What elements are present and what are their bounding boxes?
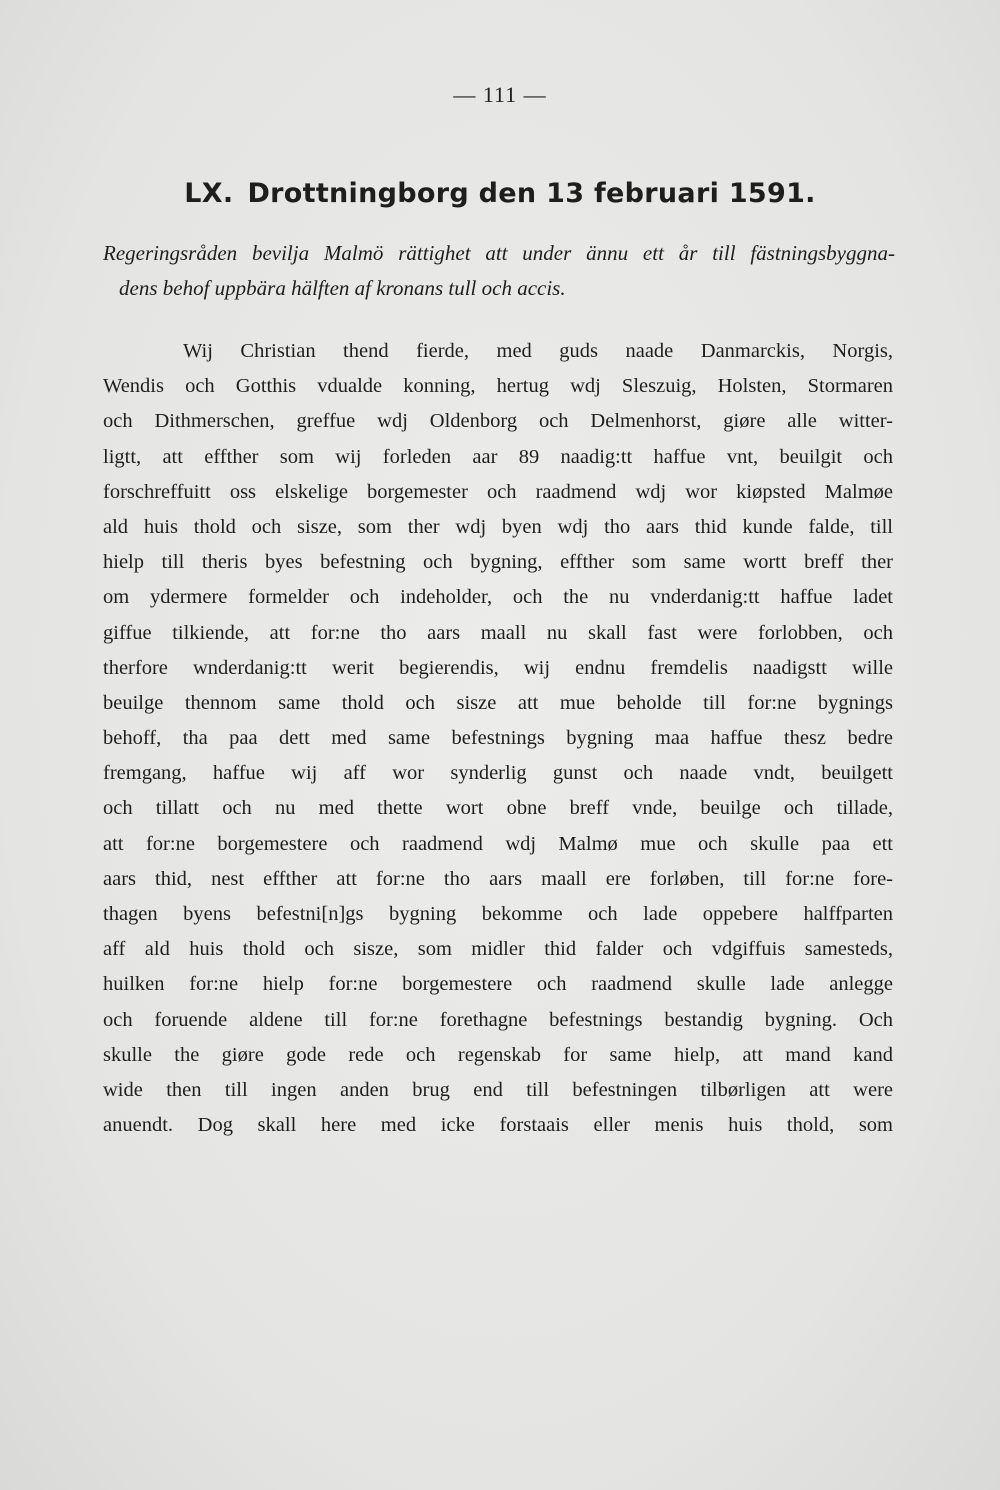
body-line: wide then till ingen anden brug end till befestningen tilbørligen att were <box>103 1078 893 1101</box>
body-line: att for:ne borgemestere och raadmend wdj Malmø mue och skulle paa ett <box>103 832 893 855</box>
document-summary <box>103 236 895 306</box>
body-line: therfore wnderdanig:tt werit begierendis, wij endnu fremdelis naadigstt wille <box>103 656 893 679</box>
body-line: Wendis och Gotthis vdualde konning, hertug wdj Sleszuig, Holsten, Stormaren <box>103 375 893 398</box>
summary-line: dens behof uppbära hälften af kronans tull och accis. <box>119 276 566 300</box>
page-number: — 111 — <box>453 82 547 107</box>
body-line: och tillatt och nu med thette wort obne breff vnde, beuilge och tillade, <box>103 797 893 820</box>
document-heading <box>0 178 1000 209</box>
body-line: behoff, tha paa dett med same befestnings bygning maa haffue thesz bedre <box>103 727 893 750</box>
body-line: ligtt, att effther som wij forleden aar 89 naadig:tt haffue vnt, beuilgit och <box>103 445 893 468</box>
body-line: skulle the giøre gode rede och regenskab for same hielp, att mand kand <box>103 1043 893 1066</box>
body-line: anuendt. Dog skall here med icke forstaais eller menis huis thold, som <box>103 1114 893 1137</box>
body-line: och foruende aldene till for:ne forethagne befestnings bestandig bygning. Och <box>103 1008 893 1031</box>
summary-line: Regeringsråden bevilja Malmö rättighet att under ännu ett år till fästningsbyggna- <box>103 241 895 265</box>
body-line: forschreffuitt oss elskelige borgemester och raadmend wdj wor kiøpsted Malmøe <box>103 480 893 503</box>
body-line: hielp till theris byes befestning och bygning, effther som same wortt breff ther <box>103 551 893 574</box>
body-line: Wij Christian thend fierde, med guds naade Danmarckis, Norgis, <box>183 340 893 362</box>
body-line: beuilge thennom same thold och sisze att mue beholde till for:ne bygnings <box>103 691 893 714</box>
body-line: thagen byens befestni[n]gs bygning bekomme och lade oppebere halffparten <box>103 903 893 925</box>
document-body <box>103 334 893 1143</box>
body-line: aars thid, nest effther att for:ne tho aars maall ere forløben, till for:ne fore- <box>103 867 893 890</box>
document-title: Drottningborg den 13 februari 1591. <box>247 178 816 209</box>
body-line: ald huis thold och sisze, som ther wdj byen wdj tho aars thid kunde falde, till <box>103 515 893 538</box>
body-line: och Dithmerschen, greffue wdj Oldenborg och Delmenhorst, giøre alle witter- <box>103 410 893 433</box>
document-numeral: LX. <box>184 178 234 209</box>
body-line: fremgang, haffue wij aff wor synderlig gunst och naade vndt, beuilgett <box>103 762 893 785</box>
body-line: om ydermere formelder och indeholder, och the nu vnderdanig:tt haffue ladet <box>103 586 893 609</box>
body-line: giffue tilkiende, att for:ne tho aars maall nu skall fast were forlobben, och <box>103 621 893 644</box>
body-line: aff ald huis thold och sisze, som midler thid falder och vdgiffuis samesteds, <box>103 938 893 961</box>
body-line: huilken for:ne hielp for:ne borgemestere och raadmend skulle lade anlegge <box>103 973 893 996</box>
